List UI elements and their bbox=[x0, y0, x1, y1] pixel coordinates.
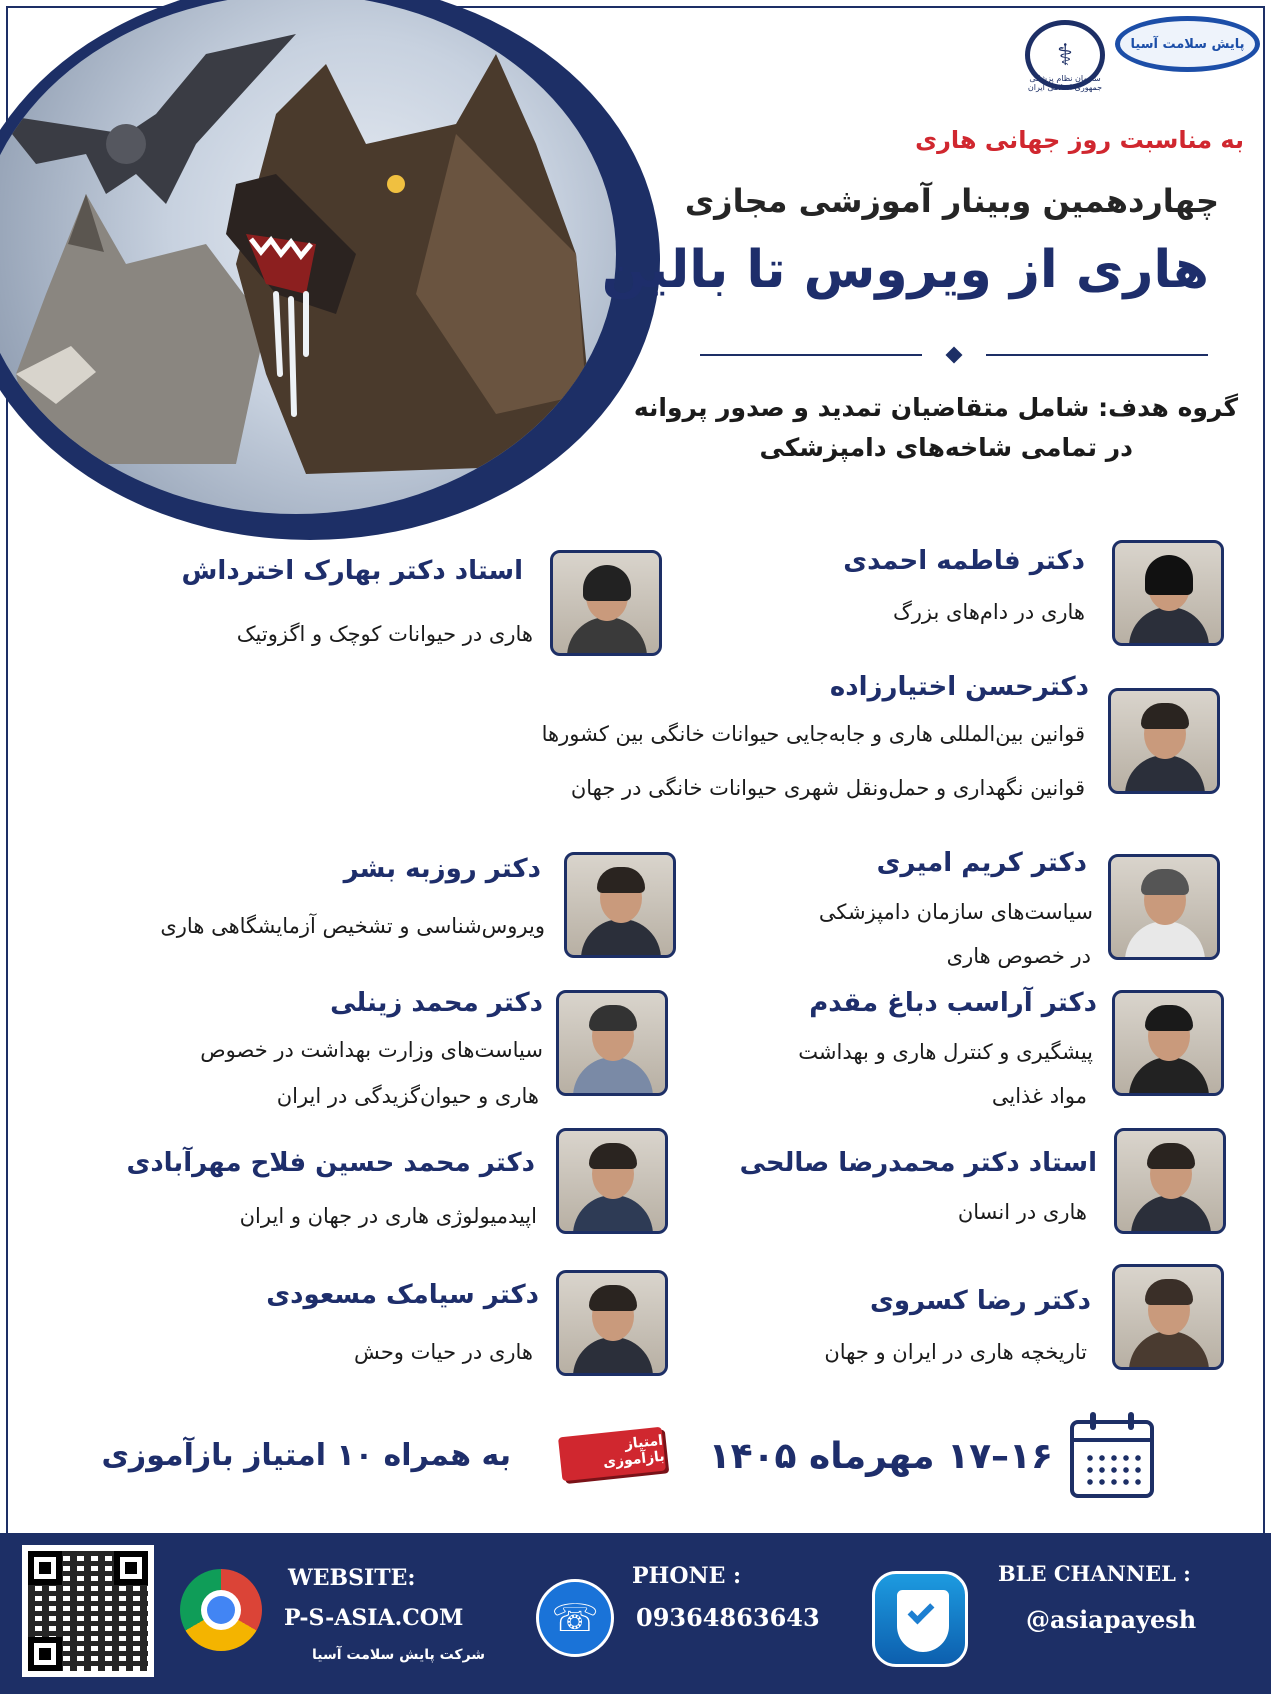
speaker-photo-fallah bbox=[556, 1128, 668, 1234]
speaker-name-fallah: دکتر محمد حسین فلاح مهرآبادی bbox=[126, 1148, 535, 1178]
speaker-topic-amiri-1: سیاست‌های سازمان دامپزشکی bbox=[818, 900, 1093, 924]
hero-image bbox=[0, 0, 616, 514]
channel-label: BLE CHANNEL : bbox=[998, 1561, 1191, 1586]
speaker-topic-ekhtiarzadeh-1: قوانین بین‌المللی هاری و جابه‌جایی حیوانات خانگی بین کشورها bbox=[541, 722, 1085, 746]
title-divider bbox=[700, 350, 1208, 360]
cme-credits: به همراه ۱۰ امتیاز بازآموزی bbox=[101, 1438, 511, 1473]
speaker-topic-dabbagh-2: مواد غذایی bbox=[991, 1084, 1087, 1108]
website-link[interactable]: P-S-ASIA.COM bbox=[284, 1605, 464, 1631]
speaker-name-bashar: دکتر روزبه بشر bbox=[343, 854, 541, 884]
shield-check-icon bbox=[872, 1571, 968, 1667]
main-title: هاری از ویروس تا بالین bbox=[601, 240, 1209, 300]
phone-number[interactable]: 09364863643 bbox=[636, 1603, 820, 1632]
company-name: شرکت پایش سلامت آسیا bbox=[312, 1647, 486, 1663]
event-date: ۱۶–۱۷ مهرماه ۱۴۰۵ bbox=[708, 1436, 1053, 1477]
speaker-topic-salehi: هاری در انسان bbox=[957, 1200, 1087, 1224]
phone-icon: ☏ bbox=[536, 1579, 614, 1657]
medical-council-logo: ⚕ bbox=[1025, 20, 1105, 90]
channel-handle[interactable]: @asiapayesh bbox=[1026, 1605, 1197, 1634]
speaker-topic-zeinali-1: سیاست‌های وزارت بهداشت در خصوص bbox=[200, 1038, 543, 1062]
speaker-name-salehi: استاد دکتر محمدرضا صالحی bbox=[739, 1148, 1097, 1178]
speaker-topic-fallah: اپیدمیولوژی هاری در جهان و ایران bbox=[239, 1204, 537, 1228]
speaker-photo-akhtardanesh bbox=[550, 550, 662, 656]
cme-badge: امتیاز بازآموزی bbox=[558, 1427, 666, 1482]
speaker-name-kasravi: دکتر رضا کسروی bbox=[870, 1286, 1091, 1316]
logo-caption: سازمان نظام پزشکی جمهوری اسلامی ایران bbox=[1027, 74, 1103, 92]
speaker-topic-masoudi: هاری در حیات وحش bbox=[354, 1340, 533, 1364]
speaker-photo-ahmadi bbox=[1112, 540, 1224, 646]
series-title: چهاردهمین وبینار آموزشی مجازی bbox=[684, 182, 1219, 220]
target-audience-line1: گروه هدف: شامل متقاضیان تمدید و صدور پروانه bbox=[633, 393, 1238, 422]
speaker-name-zeinali: دکتر محمد زینلی bbox=[330, 988, 543, 1018]
speaker-topic-zeinali-2: هاری و حیوان‌گزیدگی در ایران bbox=[276, 1084, 539, 1108]
speaker-photo-amiri bbox=[1108, 854, 1220, 960]
speaker-name-masoudi: دکتر سیامک مسعودی bbox=[266, 1280, 539, 1310]
speaker-photo-salehi bbox=[1114, 1128, 1226, 1234]
speaker-topic-ekhtiarzadeh-2: قوانین نگهداری و حمل‌ونقل شهری حیوانات خانگی در جهان bbox=[570, 776, 1085, 800]
speaker-photo-kasravi bbox=[1112, 1264, 1224, 1370]
occasion-text: به مناسبت روز جهانی هاری bbox=[915, 126, 1244, 154]
qr-code[interactable] bbox=[22, 1545, 154, 1677]
speaker-name-ekhtiarzadeh: دکترحسن اختیارزاده bbox=[829, 672, 1089, 702]
speaker-name-amiri: دکتر کریم امیری bbox=[876, 848, 1087, 878]
speaker-photo-bashar bbox=[564, 852, 676, 958]
speaker-topic-ahmadi: هاری در دام‌های بزرگ bbox=[892, 600, 1085, 624]
asia-payesh-logo: پایش سلامت آسیا bbox=[1115, 16, 1260, 72]
phone-label: PHONE : bbox=[632, 1563, 742, 1589]
calendar-icon bbox=[1070, 1420, 1154, 1498]
website-label: WEBSITE: bbox=[288, 1565, 416, 1591]
chrome-icon bbox=[180, 1569, 262, 1651]
speaker-photo-masoudi bbox=[556, 1270, 668, 1376]
speaker-photo-ekhtiarzadeh bbox=[1108, 688, 1220, 794]
speaker-topic-akhtardanesh: هاری در حیوانات کوچک و اگزوتیک bbox=[236, 622, 533, 646]
speaker-photo-dabbagh bbox=[1112, 990, 1224, 1096]
target-audience-line2: در تمامی شاخه‌های دامپزشکی bbox=[759, 433, 1133, 462]
speaker-topic-dabbagh-1: پیشگیری و کنترل هاری و بهداشت bbox=[798, 1040, 1093, 1064]
speaker-name-ahmadi: دکتر فاطمه احمدی bbox=[843, 546, 1085, 576]
speaker-name-dabbagh: دکتر آراسب دباغ مقدم bbox=[809, 988, 1097, 1018]
hero-image-ring bbox=[0, 0, 660, 540]
footer-bar bbox=[0, 1533, 1271, 1694]
speaker-topic-amiri-2: در خصوص هاری bbox=[946, 944, 1091, 968]
speaker-topic-bashar: ویروس‌شناسی و تشخیص آزمایشگاهی هاری bbox=[160, 914, 545, 938]
speaker-name-akhtardanesh: استاد دکتر بهارک اخترداش bbox=[181, 556, 523, 586]
speaker-topic-kasravi: تاریخچه هاری در ایران و جهان bbox=[824, 1340, 1087, 1364]
speaker-photo-zeinali bbox=[556, 990, 668, 1096]
